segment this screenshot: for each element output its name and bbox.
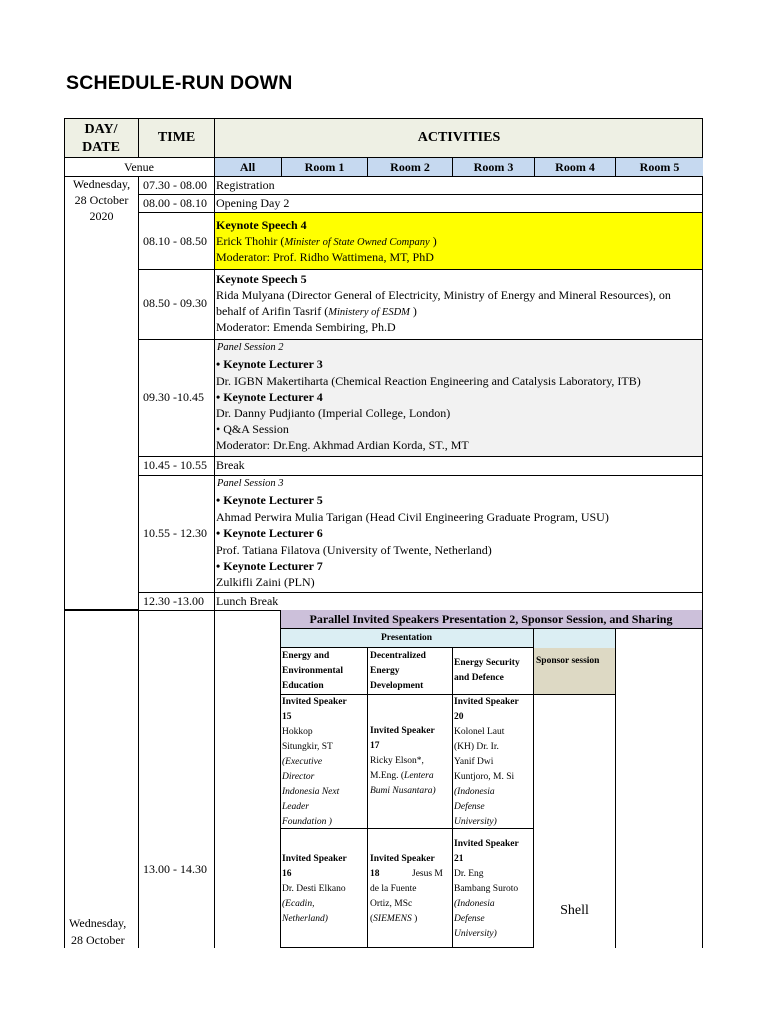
day2-line2: 28 October <box>71 933 125 947</box>
day1-line3: 2020 <box>89 209 114 223</box>
day2-day-divider <box>138 610 139 948</box>
speaker17-body-1: Ricky Elson*, <box>370 756 424 766</box>
keynote4-title: Keynote Speech 4 <box>216 218 307 232</box>
speaker18-mixed: (SIEMENS ) <box>370 914 418 924</box>
speaker15-body-1: Hokkop <box>282 727 313 737</box>
header-day: DAY/ <box>84 122 118 137</box>
speaker21-body-2: Bambang Suroto <box>454 884 519 894</box>
page-title: SCHEDULE-RUN DOWN <box>66 72 293 94</box>
panel2-lecturer4-name: Dr. Danny Pudjianto (Imperial College, London) <box>216 406 451 420</box>
speaker20-body-2: (KH) Dr. Ir. <box>454 742 499 752</box>
parallel-time: 13.00 - 14.30 <box>143 862 207 876</box>
speaker15-it-1: (Executive <box>282 757 323 767</box>
track2-line1: Decentralized <box>370 651 426 661</box>
speaker21-it-2: Defense <box>454 914 485 924</box>
panel2-qa: • Q&A Session <box>216 422 289 436</box>
row-registration-time: 07.30 - 08.00 <box>143 178 207 192</box>
panel2-lecturer4: • Keynote Lecturer 4 <box>216 390 323 404</box>
day1-line1: Wednesday, <box>72 177 131 191</box>
speaker18-title-2: 18 <box>370 869 380 879</box>
track1-line2: Environmental <box>282 666 344 676</box>
panel3-lecturer6: • Keynote Lecturer 6 <box>216 526 323 540</box>
speaker15-body-2: Situngkir, ST <box>282 742 333 752</box>
track1-line1: Energy and <box>282 651 330 661</box>
room-2: Room 2 <box>367 158 452 176</box>
break-activity: Break <box>216 458 245 472</box>
keynote5-moderator: Moderator: Emenda Sembiring, Ph.D <box>216 320 396 334</box>
speaker20-it-3: University) <box>454 817 497 827</box>
speaker20-body-4: Kuntjoro, M. Si <box>454 772 515 782</box>
speaker17-it-1: Bumi Nusantara) <box>370 786 436 796</box>
keynote5-line2: behalf of Arifin Tasrif (Ministery of ESDM ) <box>216 304 417 318</box>
track1-line3: Education <box>282 681 324 691</box>
panel2-lecturer3: • Keynote Lecturer 3 <box>216 357 323 371</box>
row-opening-time: 08.00 - 08.10 <box>143 196 207 210</box>
day2-left-border <box>64 610 65 948</box>
panel3-lecturer5: • Keynote Lecturer 5 <box>216 493 323 507</box>
speaker20-title-1: Invited Speaker <box>454 697 519 707</box>
panel3-lecturer5-name: Ahmad Perwira Mulia Tarigan (Head Civil Engineering Graduate Program, USU) <box>216 510 609 524</box>
speaker16-it-1: (Ecadin, <box>282 899 315 909</box>
day1-line2: 28 October <box>74 193 129 207</box>
panel3-lecturer6-name: Prof. Tatiana Filatova (University of Twente, Netherland) <box>216 543 492 557</box>
sponsor-name: Shell <box>560 903 589 918</box>
track-left-border <box>280 610 281 948</box>
panel2-lecturer3-name: Dr. IGBN Makertiharta (Chemical Reaction Engineering and Catalysis Laboratory, ITB) <box>216 374 641 388</box>
track-divider-1 <box>367 648 368 948</box>
track3-line1: Energy Security <box>454 658 520 668</box>
speaker15-it-5: Foundation ) <box>282 817 332 827</box>
keynote4-speaker: Erick Thohir (Minister of State Owned Company ) <box>216 234 437 248</box>
panel2-label: Panel Session 2 <box>217 342 284 353</box>
keynote4-time: 08.10 - 08.50 <box>143 234 207 248</box>
panel2-time: 09.30 -10.45 <box>143 390 204 404</box>
day2-right-border <box>702 610 703 948</box>
speaker20-it-1: (Indonesia <box>454 787 495 797</box>
parallel-title: Parallel Invited Speakers Presentation 2, Sponsor Session, and Sharing <box>309 612 673 626</box>
track-divider-2 <box>452 648 453 948</box>
track2-line2: Energy <box>370 666 400 676</box>
speaker21-it-3: University) <box>454 929 497 939</box>
speaker15-it-2: Director <box>282 772 315 782</box>
speaker18-body-1: de la Fuente <box>370 884 417 894</box>
speaker15-title-2: 15 <box>282 712 292 722</box>
speakers-bottom <box>280 947 534 948</box>
day2-time-divider <box>214 610 215 948</box>
room-5: Room 5 <box>615 158 703 176</box>
speaker16-title-2: 16 <box>282 869 292 879</box>
keynote4-moderator: Moderator: Prof. Ridho Wattimena, MT, PhD <box>216 250 434 264</box>
lunch-activity: Lunch Break <box>216 594 279 608</box>
room-3: Room 3 <box>452 158 534 176</box>
keynote5-line1: Rida Mulyana (Director General of Electricity, Ministry of Energy and Mineral Resources), on <box>216 288 671 302</box>
room-1: Room 1 <box>281 158 367 176</box>
presentation-right <box>534 629 615 648</box>
speaker18-title-1: Invited Speaker <box>370 854 435 864</box>
panel3-time: 10.55 - 12.30 <box>143 526 207 540</box>
track2-line3: Development <box>370 681 424 691</box>
speaker21-body-1: Dr. Eng <box>454 869 484 879</box>
speaker21-it-1: (Indonesia <box>454 899 495 909</box>
row-opening-activity: Opening Day 2 <box>216 196 290 210</box>
speaker21-title-2: 21 <box>454 854 464 864</box>
lunch-time: 12.30 -13.00 <box>143 594 204 608</box>
room-all: All <box>239 160 256 174</box>
header-activities: ACTIVITIES <box>417 130 501 145</box>
header-date: DATE <box>82 140 120 155</box>
speaker16-title-1: Invited Speaker <box>282 854 347 864</box>
speaker16-it-2: Netherland) <box>282 914 328 924</box>
speaker15-it-4: Leader <box>282 802 309 812</box>
time-divider-day1 <box>214 176 215 610</box>
speaker21-title-1: Invited Speaker <box>454 839 519 849</box>
speaker15-title-1: Invited Speaker <box>282 697 347 707</box>
speaker17-title-2: 17 <box>370 741 380 751</box>
day2-line1: Wednesday, <box>69 916 127 930</box>
speaker20-it-2: Defense <box>454 802 485 812</box>
panel3-lecturer7: • Keynote Lecturer 7 <box>216 559 323 573</box>
panel3-lecturer7-name: Zulkifli Zaini (PLN) <box>216 575 315 589</box>
day1-cell <box>64 176 139 610</box>
track-divider-4 <box>615 629 616 948</box>
speaker20-title-2: 20 <box>454 712 464 722</box>
break-time: 10.45 - 10.55 <box>143 458 207 472</box>
room-4: Room 4 <box>534 158 615 176</box>
speaker20-body-3: Yanif Dwi <box>454 757 494 767</box>
panel3-label: Panel Session 3 <box>217 478 284 489</box>
speaker17-mixed: M.Eng. (Lentera <box>370 771 434 781</box>
speaker18-body-2: Ortiz, MSc <box>370 899 413 909</box>
track3-line2: and Defence <box>454 673 504 683</box>
row-registration-activity: Registration <box>216 178 275 192</box>
keynote5-title: Keynote Speech 5 <box>216 272 307 286</box>
venue-label: Venue <box>124 160 154 174</box>
keynote5-time: 08.50 - 09.30 <box>143 296 207 310</box>
presentation-label: Presentation <box>380 633 432 643</box>
sponsor-label: Sponsor session <box>536 656 600 666</box>
speaker18-suffix: Jesus M <box>412 869 443 879</box>
panel2-moderator: Moderator: Dr.Eng. Akhmad Ardian Korda, ST., MT <box>216 438 469 452</box>
speaker17-title-1: Invited Speaker <box>370 726 435 736</box>
speaker16-body-1: Dr. Desti Elkano <box>282 884 346 894</box>
header-time: TIME <box>157 130 196 145</box>
speaker20-body-1: Kolonel Laut <box>454 727 505 737</box>
speaker15-it-3: Indonesia Next <box>282 787 340 797</box>
